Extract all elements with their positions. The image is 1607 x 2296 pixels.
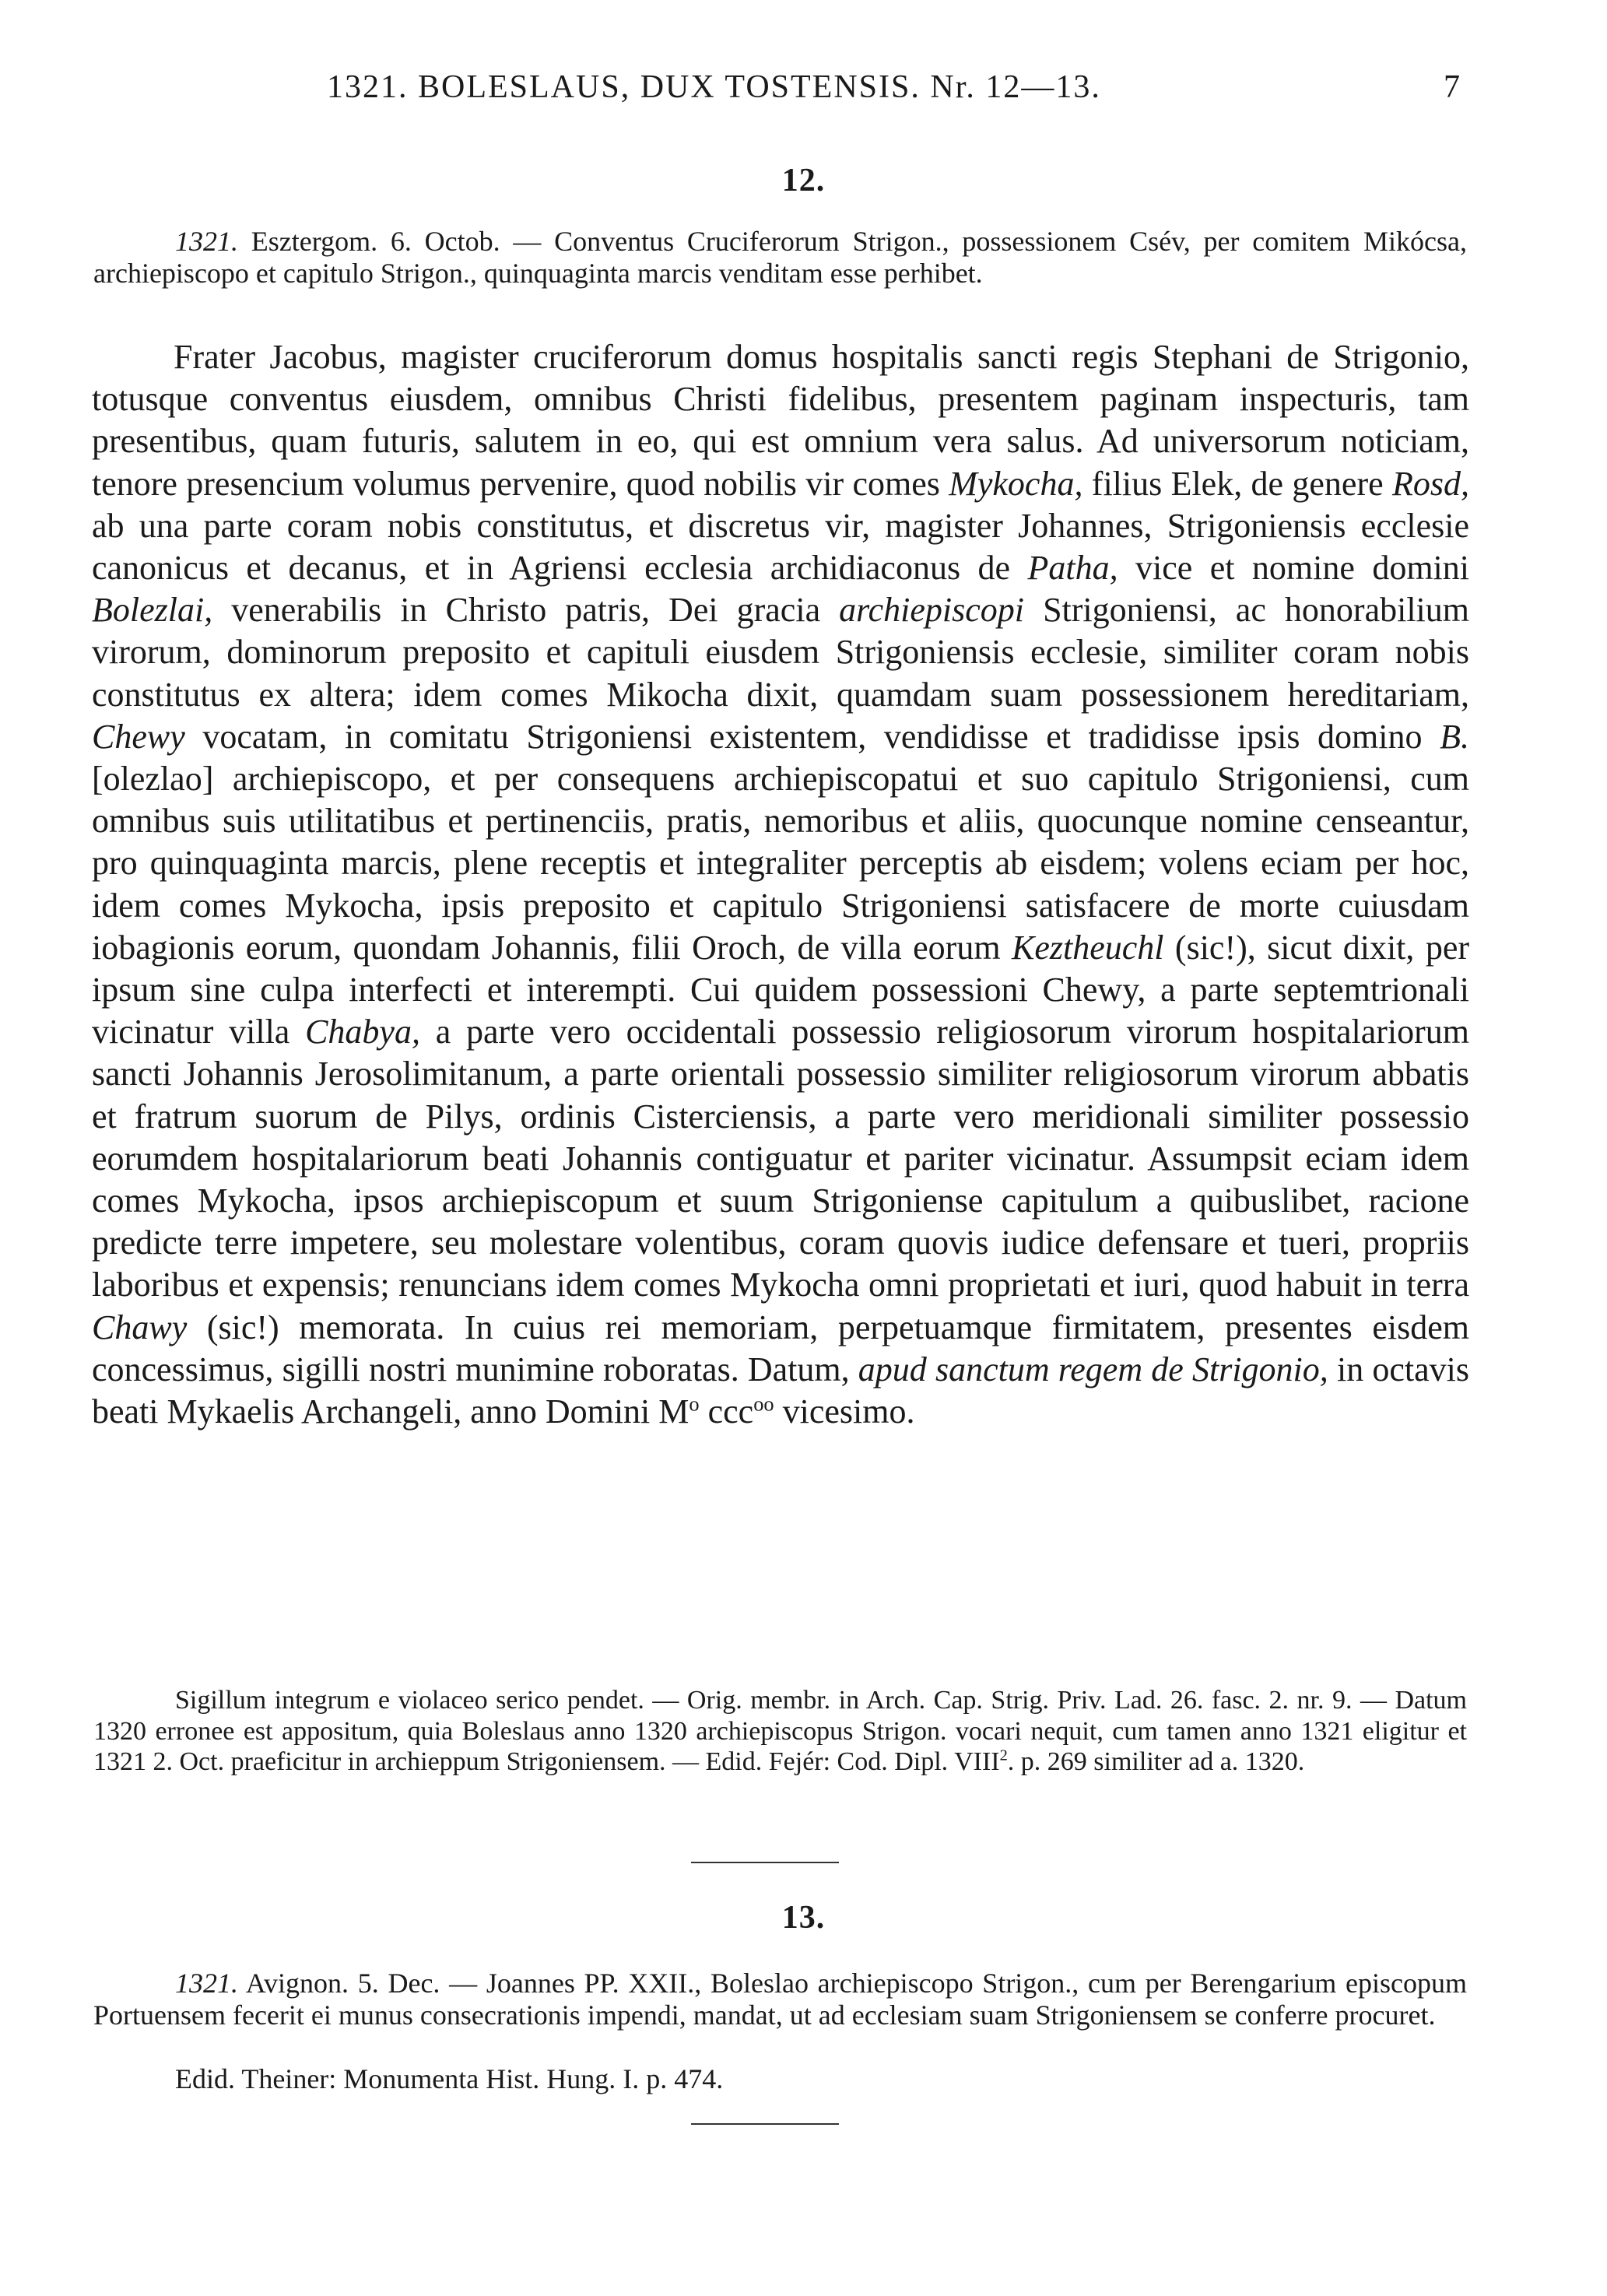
apparatus-text: Sigillum integrum e violaceo serico pendet. — Orig. membr. in Arch. Cap. Strig. Priv. Lad. 26. fasc. 2. nr. 9. — Datum 1320 erronee est appositum, quia Boleslaus anno 1320 archiepiscopus Strigon. vocari nequit, cum tamen anno 1321 eligitur et 1321 2. Oct. praeficitur in archieppum Strigoniensem. — Edid. Fejér: Cod. Dipl. VIII: [93, 1686, 1467, 1776]
apparatus-text-end: . p. 269 similiter ad a. 1320.: [1007, 1747, 1305, 1776]
section-divider: [691, 2123, 839, 2125]
page-number: 7: [1444, 69, 1461, 105]
charter-text-name: Patha,: [1027, 549, 1118, 588]
charter-text-segment: (sic!), sicut dixit, per ipsum sine culpa interfecti et interempti. Cui quidem possessioni Chewy, a parte septemtrionali vicinatur villa: [92, 928, 1469, 1051]
superscript: 2: [999, 1747, 1008, 1764]
charter-text-name: Bolezlai,: [92, 591, 213, 630]
regest-12-text: Esztergom. 6. Octob. — Conventus Cruciferorum Strigon., possessionem Csév, per comitem Mikócsa, archiepiscopo et capitulo Strigon., quinquaginta marcis venditam esse perhibet.: [93, 226, 1467, 289]
running-title: 1321. BOLESLAUS, DUX TOSTENSIS. Nr. 12—13.: [327, 69, 1101, 105]
charter-text-name: Keztheuchl: [1011, 928, 1164, 967]
charter-text-name: Rosd,: [1391, 464, 1469, 503]
charter-text-name: B.: [1440, 717, 1469, 756]
regest-13: [93, 1968, 1467, 2031]
regest-13-date: 1321.: [175, 1968, 238, 1999]
charter-text-segment: vice et nomine domini: [1118, 549, 1469, 588]
charter-text-segment: in octavis beati Mykaelis Archangeli, anno Domini M: [92, 1350, 1469, 1431]
edition-note-13: [93, 2063, 1467, 2095]
section-divider: [691, 1862, 839, 1863]
apparatus-12: [93, 1685, 1467, 1778]
regest-12: [93, 226, 1467, 290]
regest-13-text: Avignon. 5. Dec. — Joannes PP. XXII., Boleslao archiepiscopo Strigon., cum per Berengarium episcopum Portuensem fecerit ei munus consecrationis impendi, mandat, ut ad ecclesiam suam Strigoniensem se conferre procuret.: [93, 1968, 1467, 2031]
charter-text-segment: a parte vero occidentali possessio religiosorum virorum hospitalariorum sancti Johannis Jerosolimitanum, a parte orientali possessio similiter religiosorum virorum abbatis et fratrum suorum de Pilys, ordinis Cisterciensis, a parte vero meridionali similiter possessio eorumdem hospitalariorum beati Johannis contiguatur et pariter vicinatur. Assumpsit eciam idem comes Mykocha, ipsos archiepiscopum et suum Strigoniense capitulum a quibuslibet, racione predicte terre impetere, seu molestare volentibus, coram quovis iudice defensare et tueri, propriis laboribus et expensis; renuncians idem comes Mykocha omni proprietati et iuri, quod habuit in terra: [92, 1013, 1469, 1304]
running-header: [0, 68, 1607, 115]
charter-text-name: Mykocha,: [949, 464, 1083, 503]
charter-text-segment: vocatam, in comitatu Strigoniensi existentem, vendidisse et tradidisse ipsis domino: [184, 717, 1440, 756]
charter-text-segment: (sic!) memorata. In cuius rei memoriam, perpetuamque firmitatem, presentes eisdem concessimus, sigilli nostri munimine roboratas. Datum,: [92, 1308, 1469, 1388]
charter-text-segment: ccc: [699, 1392, 754, 1431]
document-number-12: 12.: [781, 163, 826, 198]
charter-text-segment: ab una parte coram nobis constitutus, et discretus vir, magister Johannes, Strigoniensis ecclesie canonicus et decanus, et in Agriensi ecclesia archidiaconus de: [92, 506, 1469, 588]
charter-text-segment: Strigoniensi, ac honorabilium virorum, dominorum preposito et capituli eiusdem Strigoniensis ecclesie, similiter coram nobis constitutus ex altera; idem comes Mikocha dixit, quamdam suam possessionem hereditariam,: [92, 591, 1469, 714]
charter-text-name: archiepiscopi: [839, 591, 1025, 630]
charter-text-name: Chabya,: [305, 1013, 420, 1051]
superscript: o: [689, 1392, 700, 1416]
charter-text-name: Chewy: [92, 717, 185, 756]
charter-text-name: Chawy: [92, 1308, 188, 1346]
regest-12-date: 1321.: [175, 226, 238, 257]
superscript: oo: [753, 1392, 774, 1416]
edition-note-text: Edid. Theiner: Monumenta Hist. Hung. I. p. 474.: [175, 2063, 724, 2094]
document-number-13: 13.: [781, 1900, 826, 1936]
charter-text-segment: filius Elek, de genere: [1082, 464, 1392, 503]
charter-text-segment: [olezlao] archiepiscopo, et per consequens archiepiscopatui et suo capitulo Strigoniensi, cum omnibus suis utilitatibus et pertinenciis, pratis, nemoribus et aliis, quocunque nomine censeantur, pro quinquaginta marcis, plene receptis et integraliter perceptis ab eisdem; volens eciam per hoc, idem comes Mykocha, ipsis preposito et capitulo Strigoniensi satisfacere de morte cuiusdam iobagionis eorum, quondam Johannis, filii Oroch, de villa eorum: [92, 760, 1469, 967]
charter-text-name: apud sanctum regem de Strigonio,: [858, 1350, 1328, 1388]
charter-text-segment: vicesimo.: [774, 1392, 915, 1431]
charter-text-segment: venerabilis in Christo patris, Dei gracia: [212, 591, 840, 630]
charter-text-segment: Frater Jacobus, magister cruciferorum domus hospitalis sancti regis Stephani de Strigonio, totusque conventus eiusdem, omnibus Christi fidelibus, presentem paginam inspecturis, tam presentibus, quam futuris, salutem in eo, qui est omnium vera salus. Ad universorum noticiam, tenore presencium volumus pervenire, quod nobilis vir comes: [92, 338, 1469, 503]
charter-text-12: [92, 336, 1469, 1433]
